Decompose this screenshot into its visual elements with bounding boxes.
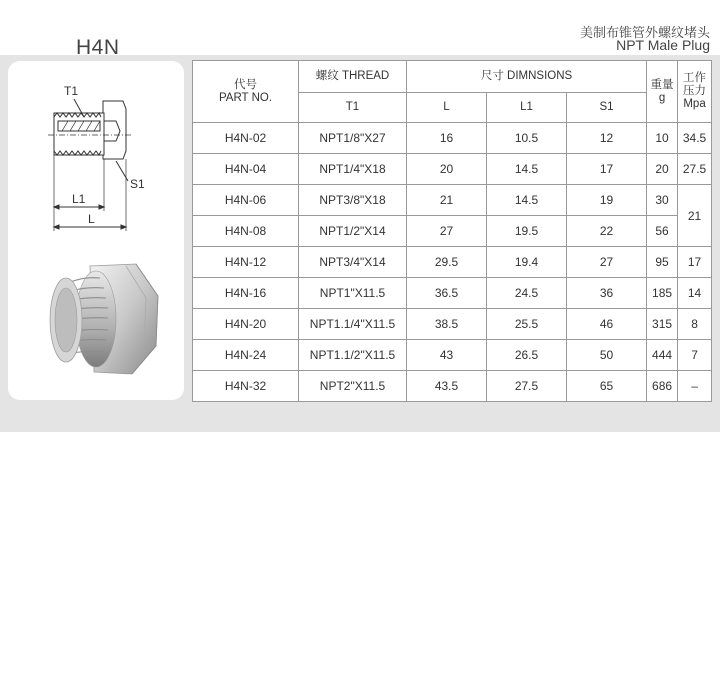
cell-l1: 14.5	[487, 154, 567, 185]
table-row	[193, 185, 712, 216]
cell-pressure: 7	[678, 340, 712, 371]
cell-l: 38.5	[407, 309, 487, 340]
cell-pressure: 21	[678, 185, 712, 247]
header-weight	[647, 61, 678, 123]
header-pressure	[678, 61, 712, 123]
cell-s1: 12	[567, 123, 647, 154]
label-t1: T1	[64, 84, 79, 98]
cell-weight: 185	[647, 278, 678, 309]
table-row	[193, 247, 712, 278]
cell-l: 20	[407, 154, 487, 185]
cell-l: 29.5	[407, 247, 487, 278]
cell-l: 27	[407, 216, 487, 247]
cell-weight: 30	[647, 185, 678, 216]
cell-part: H4N-06	[193, 185, 299, 216]
cell-l1: 19.4	[487, 247, 567, 278]
cell-s1: 22	[567, 216, 647, 247]
cell-weight: 56	[647, 216, 678, 247]
header-l: L	[407, 93, 487, 123]
product-title-en: NPT Male Plug	[616, 37, 710, 53]
cell-l: 43	[407, 340, 487, 371]
label-s1: S1	[130, 177, 145, 191]
cell-weight: 315	[647, 309, 678, 340]
cell-weight: 444	[647, 340, 678, 371]
cell-l: 43.5	[407, 371, 487, 402]
cell-s1: 46	[567, 309, 647, 340]
header-pressure-unit: Mpa	[683, 98, 706, 110]
cell-thread: NPT3/8"X18	[299, 185, 407, 216]
cell-s1: 17	[567, 154, 647, 185]
header-weight-unit: g	[658, 91, 666, 104]
spec-table	[192, 60, 712, 402]
cell-thread: NPT1"X11.5	[299, 278, 407, 309]
cell-s1: 27	[567, 247, 647, 278]
cell-l1: 19.5	[487, 216, 567, 247]
product-render	[8, 246, 184, 396]
cell-thread: NPT1.1/2"X11.5	[299, 340, 407, 371]
cell-thread: NPT1/2"X14	[299, 216, 407, 247]
table-row	[193, 340, 712, 371]
header-weight-cn: 重量	[650, 78, 674, 91]
header-part-no	[193, 61, 299, 123]
table-row	[193, 371, 712, 402]
product-title-cn: 美制布锥管外螺纹堵头	[579, 25, 710, 40]
cell-weight: 20	[647, 154, 678, 185]
cell-part: H4N-20	[193, 309, 299, 340]
cell-l: 36.5	[407, 278, 487, 309]
cell-l1: 14.5	[487, 185, 567, 216]
header-pressure-cn2: 压力	[683, 85, 707, 97]
cell-pressure: 14	[678, 278, 712, 309]
cell-part: H4N-08	[193, 216, 299, 247]
cell-part: H4N-12	[193, 247, 299, 278]
cell-l1: 26.5	[487, 340, 567, 371]
image-panel	[8, 61, 184, 400]
cell-pressure: 27.5	[678, 154, 712, 185]
cell-part: H4N-02	[193, 123, 299, 154]
cell-l1: 24.5	[487, 278, 567, 309]
header-dimensions: 尺寸 DIMNSIONS	[407, 61, 647, 93]
label-l1: L1	[72, 192, 86, 206]
table-row	[193, 123, 712, 154]
table-row	[193, 216, 712, 247]
cell-l1: 27.5	[487, 371, 567, 402]
header-part-en: PART NO.	[218, 91, 273, 104]
table-row	[193, 278, 712, 309]
header-part-cn: 代号	[234, 78, 257, 91]
cell-thread: NPT1.1/4"X11.5	[299, 309, 407, 340]
cell-thread: NPT1/4"X18	[299, 154, 407, 185]
technical-drawing	[8, 61, 184, 241]
header-l1: L1	[487, 93, 567, 123]
cell-s1: 65	[567, 371, 647, 402]
header-thread: 螺纹 THREAD	[299, 61, 407, 93]
cell-part: H4N-24	[193, 340, 299, 371]
cell-part: H4N-16	[193, 278, 299, 309]
cell-thread: NPT1/8"X27	[299, 123, 407, 154]
cell-s1: 19	[567, 185, 647, 216]
table-row	[193, 309, 712, 340]
cell-l: 16	[407, 123, 487, 154]
header-t1: T1	[299, 93, 407, 123]
cell-l1: 10.5	[487, 123, 567, 154]
cell-thread: NPT2"X11.5	[299, 371, 407, 402]
header-pressure-cn1: 工作	[683, 72, 707, 84]
label-l: L	[88, 212, 95, 226]
cell-part: H4N-04	[193, 154, 299, 185]
cell-s1: 36	[567, 278, 647, 309]
model-code: H4N	[76, 36, 120, 59]
cell-l1: 25.5	[487, 309, 567, 340]
header-s1: S1	[567, 93, 647, 123]
cell-pressure: 8	[678, 309, 712, 340]
table-row	[193, 154, 712, 185]
cell-s1: 50	[567, 340, 647, 371]
cell-weight: 95	[647, 247, 678, 278]
cell-pressure: 17	[678, 247, 712, 278]
cell-weight: 686	[647, 371, 678, 402]
cell-pressure: –	[678, 371, 712, 402]
cell-weight: 10	[647, 123, 678, 154]
cell-pressure: 34.5	[678, 123, 712, 154]
cell-part: H4N-32	[193, 371, 299, 402]
cell-thread: NPT3/4"X14	[299, 247, 407, 278]
cell-l: 21	[407, 185, 487, 216]
